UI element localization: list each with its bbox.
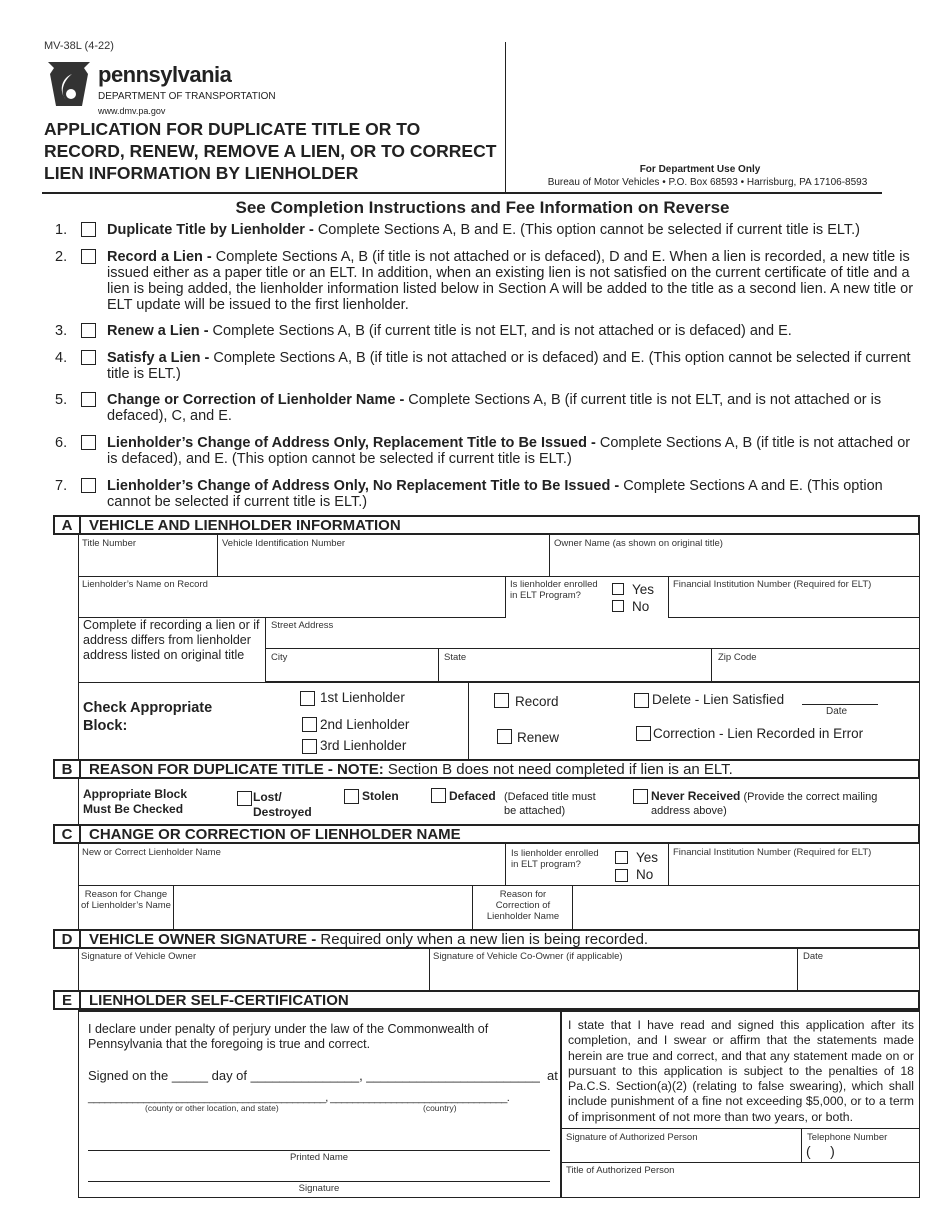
section-d-header: D VEHICLE OWNER SIGNATURE - Required only when a new lien is being recorded.: [53, 929, 920, 949]
check-block-label: Check Appropriate Block:: [83, 700, 213, 734]
elt-no-checkbox[interactable]: [612, 600, 624, 612]
lost-destroyed-checkbox[interactable]: [237, 791, 252, 806]
certification-statement: I state that I have read and signed this application after its completion, and I swear or affirm that the statements made herein are true and correct, and that any statement made on or pursuant to this application is subject to the penalties of 18 Pa.C.S. Section(a)(2) (relating to false swearing), which shall include punishment of a fine not exceeding $5,000, or to a term of imprisonment of not more than two years, or both.: [568, 1018, 914, 1124]
date-line[interactable]: [802, 704, 878, 705]
reason-change-field[interactable]: [174, 886, 473, 930]
option-1-checkbox[interactable]: [81, 222, 96, 237]
reason-correction-field[interactable]: [573, 886, 920, 930]
delete-lien-checkbox[interactable]: [634, 693, 649, 708]
form-title: APPLICATION FOR DUPLICATE TITLE OR TO RECORD, RENEW, REMOVE A LIEN, OR TO CORRECT LIEN INFORMATION BY LIENHOLDER: [44, 119, 497, 183]
zip-field[interactable]: Zip Code: [718, 652, 757, 663]
complete-if-note: Complete if recording a lien or if address differs from lienholder address listed on original title: [83, 618, 260, 662]
section-e-header: E LIENHOLDER SELF-CERTIFICATION: [53, 990, 920, 1010]
department-name: DEPARTMENT OF TRANSPORTATION: [98, 91, 276, 102]
d-date-field[interactable]: Date: [803, 951, 824, 962]
county-line[interactable]: ___________________________________________, ________________________________.: [88, 1092, 510, 1104]
auth-title-field[interactable]: Title of Authorized Person: [566, 1165, 675, 1176]
printed-name-line[interactable]: [88, 1150, 550, 1151]
street-field[interactable]: [265, 618, 920, 649]
logo-text: pennsylvania: [98, 62, 232, 87]
elt-yes-checkbox[interactable]: [612, 583, 624, 595]
c-elt-yes-checkbox[interactable]: [615, 851, 628, 864]
correction-checkbox[interactable]: [636, 726, 651, 741]
option-4-checkbox[interactable]: [81, 350, 96, 365]
option-5-checkbox[interactable]: [81, 392, 96, 407]
dept-address: Bureau of Motor Vehicles • P.O. Box 68593 • Harrisburg, PA 17106-8593: [547, 177, 868, 188]
dept-use-label: For Department Use Only: [639, 164, 761, 175]
third-lienholder-checkbox[interactable]: [302, 739, 317, 754]
c-elt-no-checkbox[interactable]: [615, 869, 628, 882]
defaced-checkbox[interactable]: [431, 788, 446, 803]
keystone-logo-icon: [44, 60, 94, 106]
record-checkbox[interactable]: [494, 693, 509, 708]
first-lienholder-checkbox[interactable]: [300, 691, 315, 706]
website: www.dmv.pa.gov: [98, 106, 166, 116]
renew-checkbox[interactable]: [497, 729, 512, 744]
form-id: MV-38L (4-22): [44, 40, 114, 52]
header-divider: [505, 42, 506, 192]
city-field[interactable]: [265, 649, 439, 682]
option-3-checkbox[interactable]: [81, 323, 96, 338]
stolen-checkbox[interactable]: [344, 789, 359, 804]
never-received-checkbox[interactable]: [633, 789, 648, 804]
section-a-header: A VEHICLE AND LIENHOLDER INFORMATION: [53, 515, 920, 535]
option-6-checkbox[interactable]: [81, 435, 96, 450]
option-7-checkbox[interactable]: [81, 478, 96, 493]
signature-line[interactable]: [88, 1181, 550, 1182]
section-c-header: C CHANGE OR CORRECTION OF LIENHOLDER NAME: [53, 824, 920, 844]
instructions-heading: See Completion Instructions and Fee Information on Reverse: [235, 198, 730, 217]
section-b-header: B REASON FOR DUPLICATE TITLE - NOTE: Section B does not need completed if lien is an ELT.: [53, 759, 920, 779]
declaration-text: I declare under penalty of perjury under the law of the Commonwealth of Pennsylvania that the foregoing is true and correct.: [88, 1022, 489, 1051]
option-2-checkbox[interactable]: [81, 249, 96, 264]
second-lienholder-checkbox[interactable]: [302, 717, 317, 732]
header-rule: [42, 192, 882, 194]
state-field[interactable]: [439, 649, 712, 682]
signed-on-line[interactable]: Signed on the _____ day of _______________, ________________________ at: [88, 1068, 558, 1083]
